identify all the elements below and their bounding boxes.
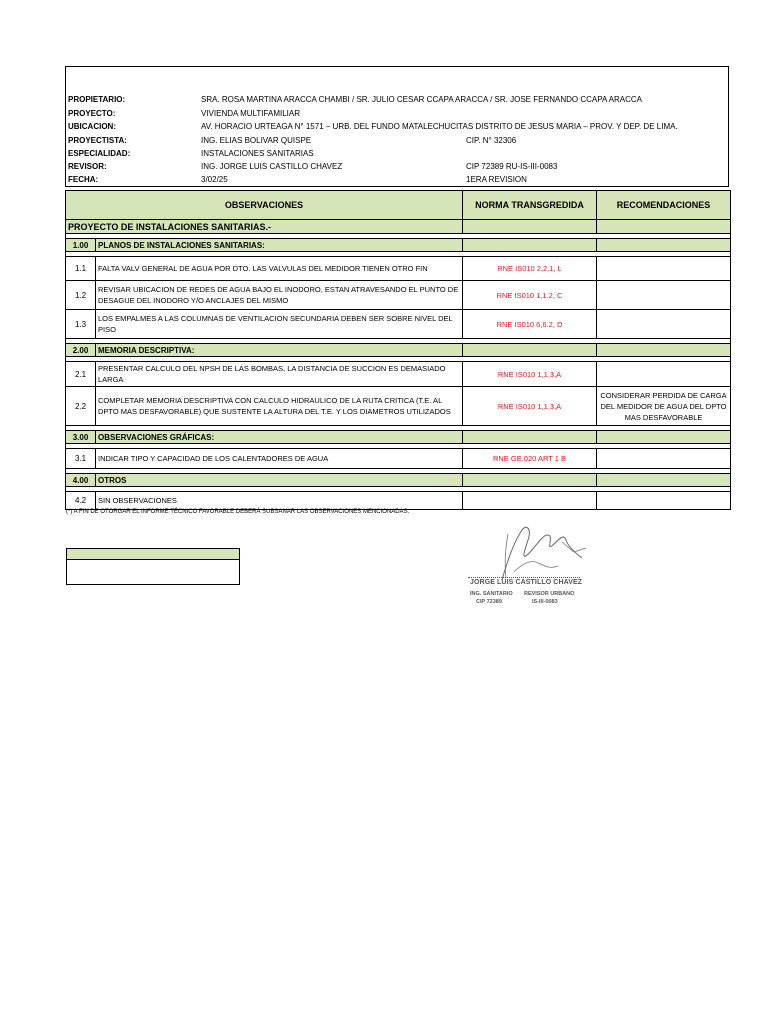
item-number: 1.3 [66, 310, 96, 339]
stamp-title-left: ING. SANITARIO [470, 591, 513, 597]
item-norma: RNE IS010 1,1.3,A [463, 387, 597, 426]
item-number: 2.2 [66, 387, 96, 426]
table-header-row [66, 191, 731, 220]
proyectista-value: ING. ELIAS BOLIVAR QUISPE [201, 136, 312, 145]
especialidad-label: ESPECIALIDAD: [68, 149, 131, 158]
section-row [66, 431, 731, 444]
section-number: 4.00 [66, 474, 96, 487]
item-recomendacion [597, 449, 731, 469]
propietario-label: PROPIETARIO: [68, 95, 126, 104]
fecha-label: FECHA: [68, 175, 99, 184]
item-number: 4.2 [66, 492, 96, 510]
item-norma: RNE IS010 1,1.2, C [463, 281, 597, 310]
revisor-value: ING. JORGE LUIS CASTILLO CHAVEZ [201, 162, 343, 171]
section-row [66, 474, 731, 487]
item-text: SIN OBSERVACIONES [96, 492, 463, 510]
table-row [66, 257, 731, 281]
ubicacion-label: UBICACION: [68, 122, 116, 131]
item-number: 1.1 [66, 257, 96, 281]
item-text: FALTA VALV GENERAL DE AGUA POR DTO. LAS VALVULAS DEL MEDIDOR TIENEN OTRO FIN [96, 257, 463, 281]
item-text: PRESENTAR CALCULO DEL NPSH DE LAS BOMBAS, LA DISTANCIA DE SUCCION ES DEMASIADO LARGA [96, 362, 463, 387]
proyecto-label: PROYECTO: [68, 109, 116, 118]
section-title: OTROS [96, 474, 463, 487]
item-number: 1.2 [66, 281, 96, 310]
item-norma [463, 492, 597, 510]
stamp-name: JORGE LUIS CASTILLO CHAVEZ [470, 579, 583, 586]
item-recomendacion: CONSIDERAR PERDIDA DE CARGA DEL MEDIDOR DE AGUA DEL DPTO MAS DESFAVORABLE [597, 387, 731, 426]
section-number: 2.00 [66, 344, 96, 357]
proyectista-cip: CIP. N° 32306 [466, 136, 517, 145]
item-number: 3.1 [66, 449, 96, 469]
propietario-value: SRA. ROSA MARTINA ARACCA CHAMBI / SR. JULIO CESAR CCAPA ARACCA / SR. JOSE FERNANDO CCAPA ARACCA [201, 95, 642, 104]
ubicacion-value: AV. HORACIO URTEAGA N° 1571 – URB. DEL FUNDO MATALECHUCITAS DISTRITO DE JESUS MARIA – PROV. Y DEP. DE LIMA. [201, 122, 678, 131]
approval-box [66, 548, 240, 585]
header-info-box [65, 66, 729, 187]
item-number: 2.1 [66, 362, 96, 387]
item-recomendacion [597, 281, 731, 310]
section-row [66, 344, 731, 357]
item-recomendacion [597, 362, 731, 387]
revisor-cip: CIP 72389 RU-IS-III-0083 [466, 162, 558, 171]
table-row [66, 387, 731, 426]
footnote: (*) A FIN DE OTORGAR EL INFORME TÉCNICO FAVORABLE DEBERÁ SUBSANAR LAS OBSERVACIONES MENCIONADAS. [66, 509, 410, 515]
signature-stamp [462, 522, 592, 612]
proyecto-value: VIVIENDA MULTIFAMILIAR [201, 109, 300, 118]
revision-label: 1ERA REVISION [466, 175, 527, 184]
proyectista-label: PROYECTISTA: [68, 136, 127, 145]
header-recomendaciones: RECOMENDACIONES [597, 191, 731, 220]
section-number: 1.00 [66, 239, 96, 252]
table-row [66, 310, 731, 339]
stamp-title-right: REVISOR URBANO [524, 591, 575, 597]
stamp-registry: IS-III-0083 [532, 599, 558, 605]
project-title-row [66, 220, 731, 234]
section-row [66, 239, 731, 252]
item-text: COMPLETAR MEMORIA DESCRIPTIVA CON CALCULO HIDRAULICO DE LA RUTA CRITICA (T.E. AL DPTO MAS DESFAVORABLE) QUE SUSTENTE LA ALTURA DEL T.E. Y LOS DIAMETROS UTILIZADOS [96, 387, 463, 426]
especialidad-value: INSTALACIONES SANITARIAS [201, 149, 314, 158]
item-text: LOS EMPALMES A LAS COLUMNAS DE VENTILACION SECUNDARIA DEBEN SER SOBRE NIVEL DEL PISO [96, 310, 463, 339]
section-title: MEMORIA DESCRIPTIVA: [96, 344, 463, 357]
stamp-cip: CIP 72389 [476, 599, 502, 605]
header-observaciones: OBSERVACIONES [66, 191, 463, 220]
section-title: PLANOS DE INSTALACIONES SANITARIAS: [96, 239, 463, 252]
item-norma: RNE IS010 2,2.1, L [463, 257, 597, 281]
item-recomendacion [597, 257, 731, 281]
signature-icon [462, 522, 592, 582]
table-row [66, 492, 731, 510]
item-recomendacion [597, 310, 731, 339]
header-norma: NORMA TRANSGREDIDA [463, 191, 597, 220]
table-row [66, 281, 731, 310]
fecha-value: 3/02/25 [201, 175, 228, 184]
table-row [66, 449, 731, 469]
section-number: 3.00 [66, 431, 96, 444]
project-title: PROYECTO DE INSTALACIONES SANITARIAS.- [66, 220, 463, 234]
item-recomendacion [597, 492, 731, 510]
observations-table [65, 190, 731, 510]
item-norma: RNE IS010 6,6.2, D [463, 310, 597, 339]
item-norma: RNE GE.020 ART 1 B [463, 449, 597, 469]
revisor-label: REVISOR: [68, 162, 107, 171]
table-row [66, 362, 731, 387]
item-text: REVISAR UBICACION DE REDES DE AGUA BAJO EL INODORO, ESTAN ATRAVESANDO EL PUNTO DE DESAGUE DEL INODORO Y/O ANCLAJES DEL MISMO [96, 281, 463, 310]
item-text: INDICAR TIPO Y CAPACIDAD DE LOS CALENTADORES DE AGUA [96, 449, 463, 469]
item-norma: RNE IS010 1,1.3,A [463, 362, 597, 387]
approval-box-band [67, 549, 239, 560]
section-title: OBSERVACIONES GRÁFICAS: [96, 431, 463, 444]
